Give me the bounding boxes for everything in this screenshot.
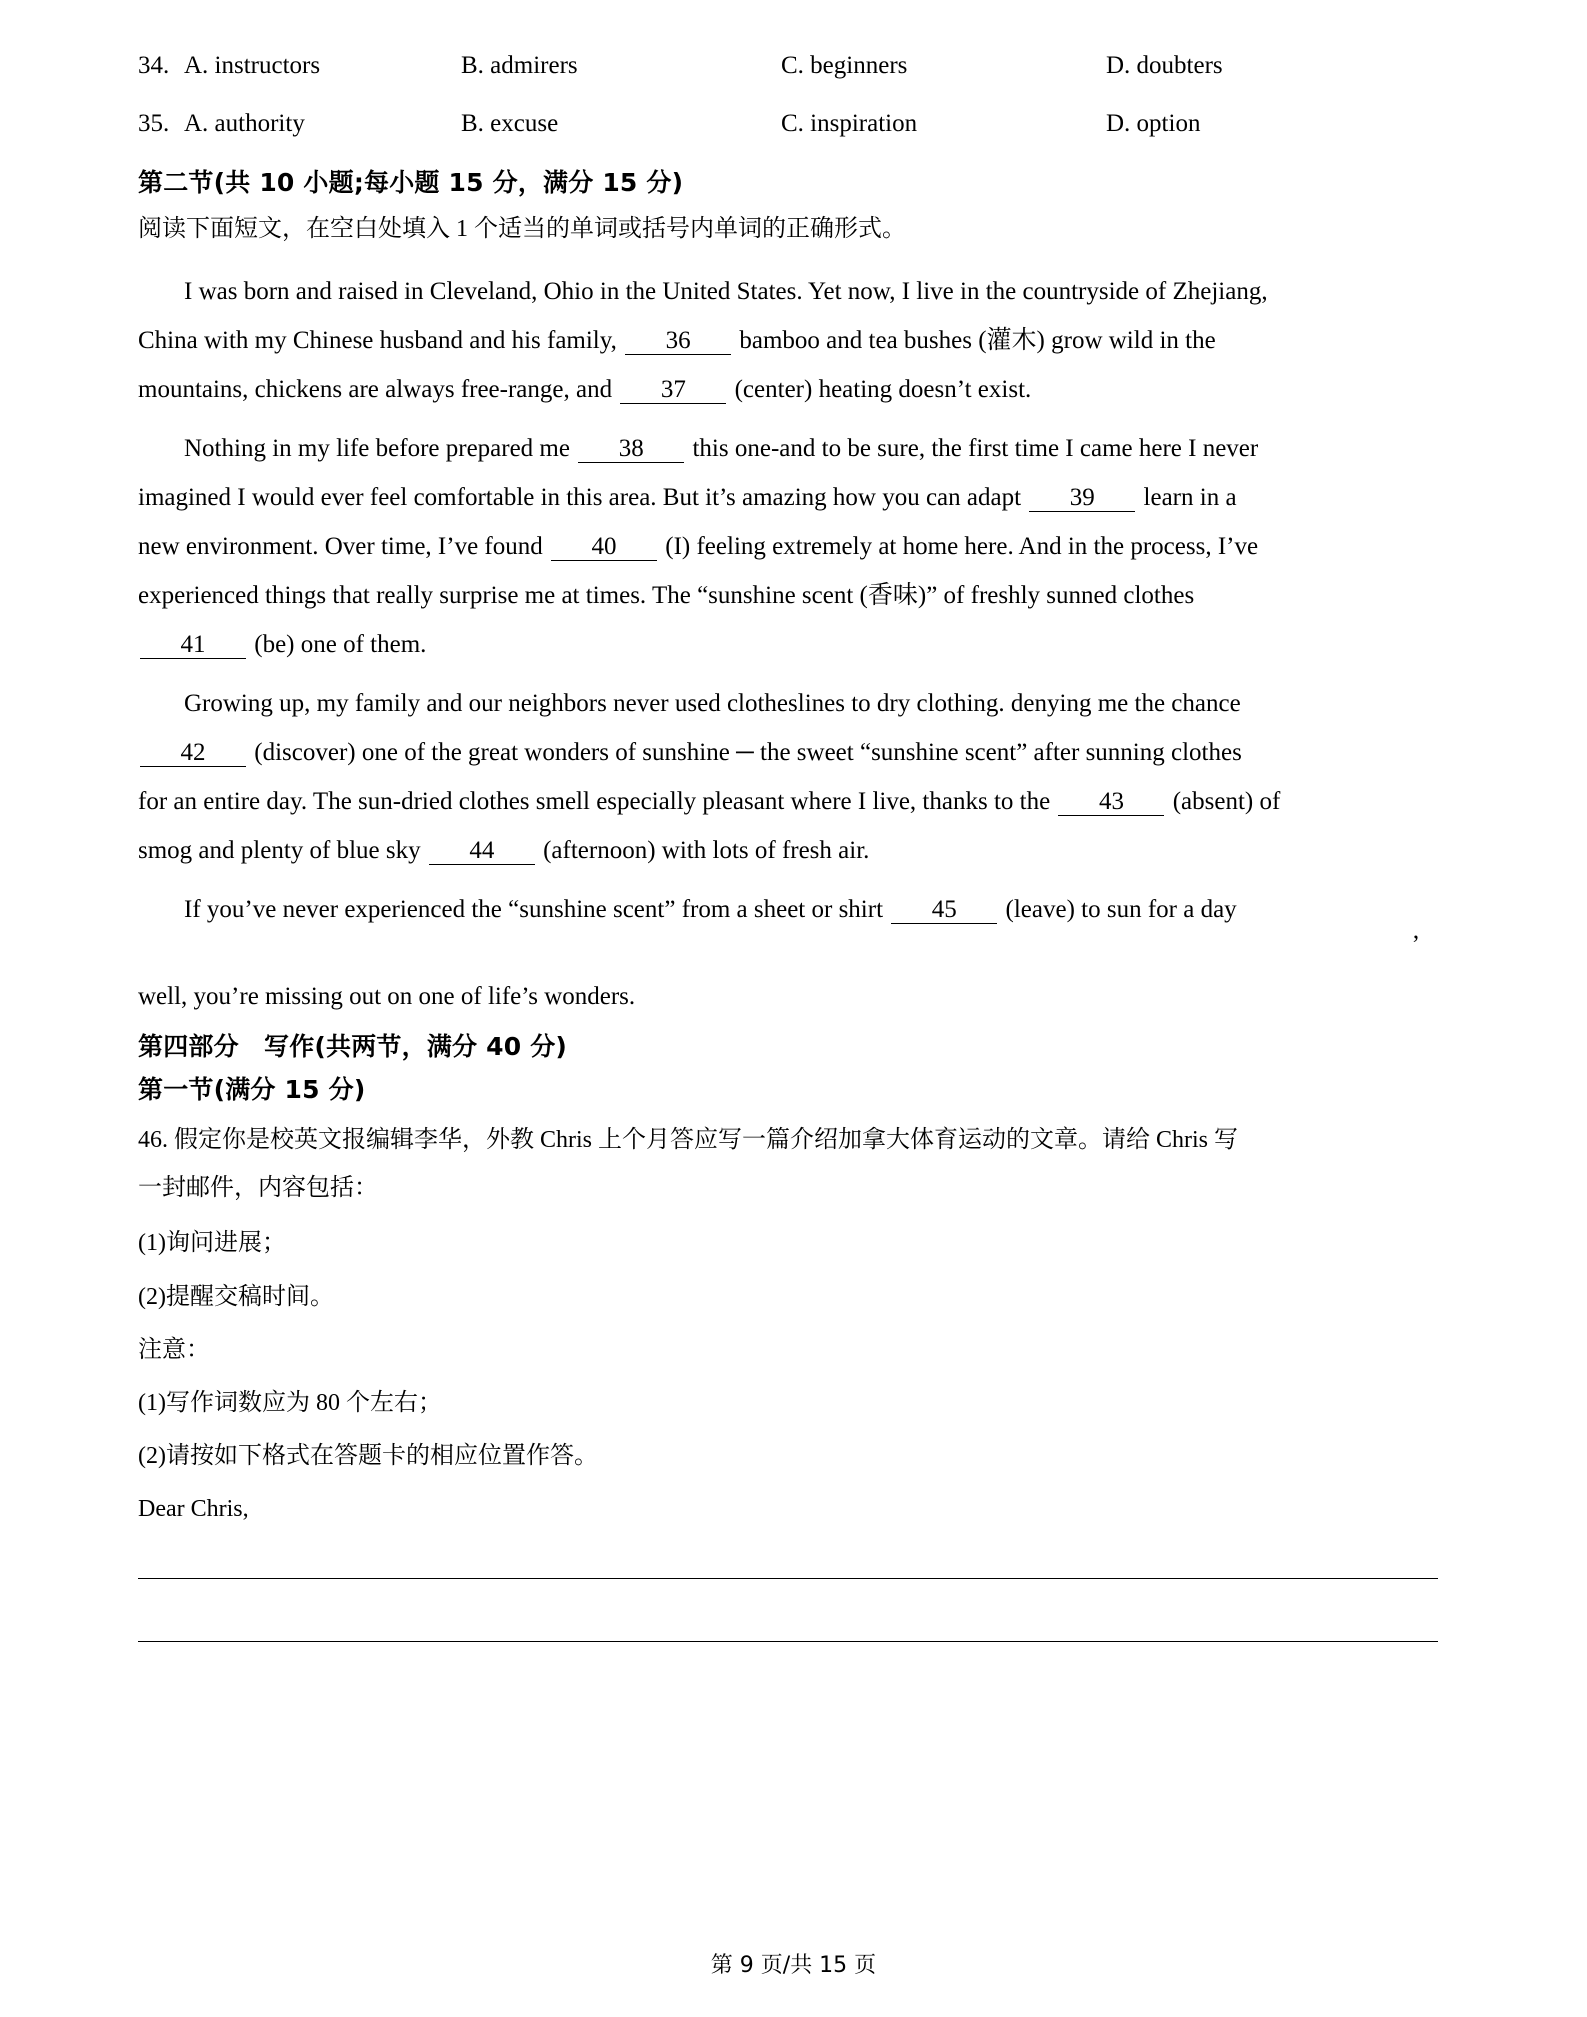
blank-41[interactable]: 41 — [140, 632, 246, 659]
passage-line — [138, 473, 1438, 522]
mc-option-b[interactable]: B. admirers — [461, 52, 578, 79]
passage-text: well, you’re missing out on one of life’s wonders. — [138, 983, 636, 1011]
blank-45[interactable]: 45 — [891, 897, 997, 924]
passage-text: experienced things that really surprise me at times. The “sunshine scent (香味)” of freshly sunned clothes — [138, 582, 1195, 610]
passage-text: new environment. Over time, I’ve found — [138, 533, 543, 561]
blank-36[interactable]: 36 — [625, 328, 731, 355]
passage-line — [138, 679, 1438, 728]
passage-text: learn in a — [1143, 484, 1237, 512]
writing-note-1: (1)写作词数应为 80 个左右； — [138, 1389, 442, 1416]
writing-task-line-2: 一封邮件，内容包括： — [138, 1175, 378, 1202]
part-four-subheading: 第一节(满分 15 分) — [138, 1074, 366, 1104]
passage-text: imagined I would ever feel comfortable in this area. But it’s amazing how you can adapt — [138, 484, 1022, 512]
passage-line — [138, 424, 1438, 473]
mc-option-d[interactable]: D. option — [1106, 110, 1201, 138]
passage-line — [138, 826, 1438, 875]
mc-question-number: 34. — [138, 52, 170, 79]
passage-paragraph-3 — [138, 679, 1438, 875]
passage-line — [138, 522, 1438, 571]
blank-42[interactable]: 42 — [140, 740, 246, 767]
part-four-heading: 第四部分 写作(共两节，满分 40 分) — [138, 1032, 568, 1062]
passage-text: If you’ve never experienced the “sunshine scent” from a sheet or shirt — [184, 896, 884, 924]
passage-text: China with my Chinese husband and his family, — [138, 327, 617, 355]
blank-38[interactable]: 38 — [578, 436, 684, 463]
passage-line — [138, 972, 1438, 1021]
passage-line — [138, 885, 1438, 934]
passage-line — [138, 316, 1438, 365]
passage-text: bamboo and tea bushes (灌木) grow wild in the — [739, 327, 1216, 355]
answer-rule-line[interactable] — [138, 1641, 1438, 1642]
passage-text: Growing up, my family and our neighbors never used clotheslines to dry clothing. denying me the chance — [184, 690, 1241, 718]
blank-43[interactable]: 43 — [1058, 789, 1164, 816]
blank-39[interactable]: 39 — [1029, 485, 1135, 512]
passage-line — [138, 571, 1438, 620]
passage-text: Nothing in my life before prepared me — [184, 435, 570, 463]
mc-option-d[interactable]: D. doubters — [1106, 52, 1223, 79]
mc-question-34 — [138, 50, 1438, 81]
writing-note-2: (2)请按如下格式在答题卡的相应位置作答。 — [138, 1443, 598, 1470]
answer-rule-group — [138, 1578, 1438, 1642]
writing-notes-label: 注意： — [138, 1336, 210, 1363]
email-salutation: Dear Chris, — [138, 1496, 249, 1523]
page-content — [138, 50, 1438, 1704]
passage-text: for an entire day. The sun-dried clothes smell especially pleasant where I live, thanks to the — [138, 788, 1051, 816]
passage-text: (afternoon) with lots of fresh air. — [543, 837, 870, 865]
mc-option-c[interactable]: C. beginners — [781, 52, 908, 79]
blank-44[interactable]: 44 — [429, 838, 535, 865]
passage-text: (absent) of — [1172, 788, 1281, 816]
passage-line — [138, 777, 1438, 826]
mc-question-number: 35. — [138, 110, 170, 138]
passage-line — [138, 728, 1438, 777]
passage-text: this one-and to be sure, the first time I came here I never — [692, 435, 1259, 463]
page-footer — [0, 1948, 1587, 1979]
writing-task-line-1: 46. 假定你是校英文报编辑李华，外教 Chris 上个月答应写一篇介绍加拿大体育运动的文章。请给 Chris 写 — [138, 1127, 1239, 1154]
answer-rule-line[interactable] — [138, 1578, 1438, 1579]
passage-text: (discover) one of the great wonders of sunshine ─ the sweet “sunshine scent” after sunning clothes — [254, 739, 1242, 767]
passage-text: (be) one of them. — [254, 631, 427, 659]
mc-option-a[interactable]: A. authority — [184, 110, 305, 138]
passage-line — [138, 267, 1438, 316]
stray-comma-mark: ’ — [1411, 931, 1420, 959]
section-two-instruction: 阅读下面短文，在空白处填入 1 个适当的单词或括号内单词的正确形式。 — [138, 216, 906, 242]
passage-paragraph-1 — [138, 267, 1438, 414]
blank-37[interactable]: 37 — [620, 377, 726, 404]
mc-option-c[interactable]: C. inspiration — [781, 110, 918, 138]
mc-option-b[interactable]: B. excuse — [461, 110, 559, 138]
passage-text: (leave) to sun for a day — [1005, 896, 1237, 924]
passage-paragraph-4 — [138, 885, 1438, 1021]
writing-bullet-1: (1)询问进展； — [138, 1230, 286, 1257]
writing-bullet-2: (2)提醒交稿时间。 — [138, 1283, 334, 1310]
page-number-label: 第 9 页/共 15 页 — [710, 1953, 877, 1978]
passage-text: I was born and raised in Cleveland, Ohio in the United States. Yet now, I live in the countryside of Zhejiang, — [184, 278, 1268, 306]
passage-text: (center) heating doesn’t exist. — [734, 376, 1032, 404]
passage-line — [138, 365, 1438, 414]
blank-40[interactable]: 40 — [551, 534, 657, 561]
passage-paragraph-2 — [138, 424, 1438, 669]
mc-option-a[interactable]: A. instructors — [184, 52, 321, 79]
passage-text: smog and plenty of blue sky — [138, 837, 421, 865]
passage-line — [138, 620, 1438, 669]
mc-question-35 — [138, 108, 1438, 139]
section-two-heading: 第二节(共 10 小题;每小题 15 分，满分 15 分) — [138, 167, 684, 197]
passage-text: mountains, chickens are always free-range, and — [138, 376, 613, 404]
passage-text: (I) feeling extremely at home here. And in the process, I’ve — [665, 533, 1259, 561]
